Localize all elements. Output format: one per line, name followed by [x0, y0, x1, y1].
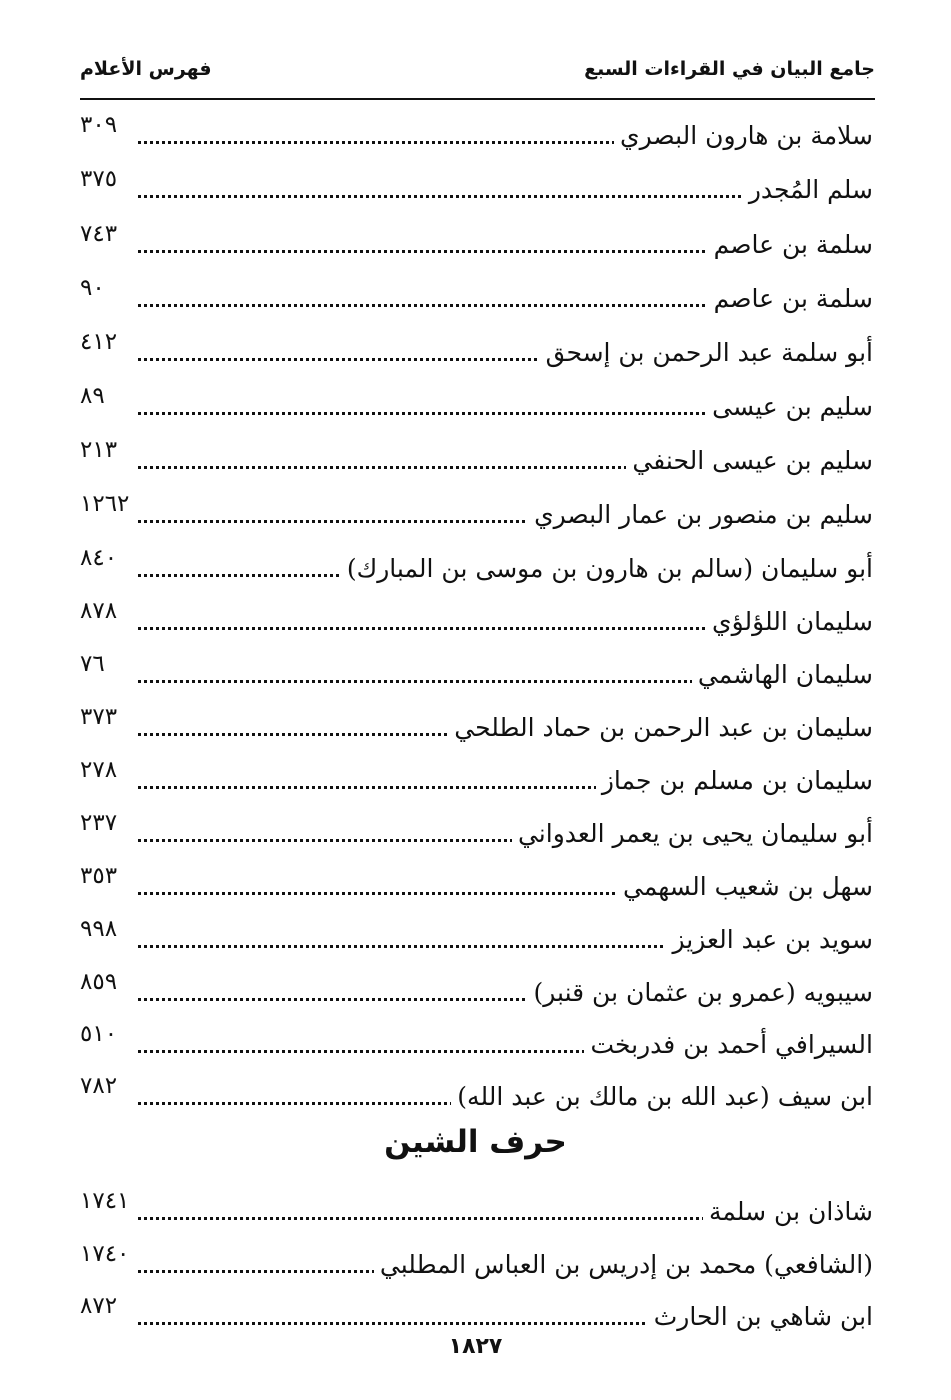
entry-page: ٧٨٢ — [80, 1073, 118, 1099]
entry-page: ٨٧٨ — [80, 598, 118, 624]
entry-page: ٨٧٢ — [80, 1293, 118, 1319]
index-entry — [80, 704, 873, 744]
entry-page: ٢٧٨ — [80, 757, 118, 783]
entry-page: ٧٦ — [80, 651, 105, 677]
index-entry — [80, 383, 873, 423]
entry-page: ٢١٣ — [80, 437, 118, 463]
entry-name: سويد بن عبد العزيز — [666, 924, 873, 956]
entry-page: ١٧٤١ — [80, 1188, 130, 1214]
entry-page: ٥١٠ — [80, 1021, 118, 1047]
entry-page: ٣٧٣ — [80, 704, 118, 730]
entry-name: أبو سليمان يحيى بن يعمر العدواني — [512, 818, 873, 850]
index-entry — [80, 969, 873, 1009]
entry-name: سليمان بن مسلم بن جماز — [596, 765, 873, 797]
entry-page: ١٧٤٠ — [80, 1241, 130, 1267]
index-entry — [80, 545, 873, 585]
entry-page: ٨٥٩ — [80, 969, 118, 995]
index-entry — [80, 810, 873, 850]
entry-name: أبو سلمة عبد الرحمن بن إسحق — [540, 337, 873, 369]
entry-name: سليمان بن عبد الرحمن بن حماد الطلحي — [448, 712, 873, 744]
index-entry — [80, 1188, 873, 1228]
section-title: فهرس الأعلام — [80, 58, 212, 80]
entry-name: (الشافعي) محمد بن إدريس بن العباس المطلبي — [374, 1249, 873, 1281]
index-entry — [80, 757, 873, 797]
entry-page: ٣٧٥ — [80, 166, 118, 192]
index-entry — [80, 491, 873, 531]
index-entry — [80, 275, 873, 315]
entry-name: سليم بن عيسى — [706, 391, 873, 423]
entry-page: ٧٤٣ — [80, 221, 118, 247]
book-title: جامع البيان في القراءات السبع — [584, 58, 875, 80]
entry-page: ٣٠٩ — [80, 112, 118, 138]
index-entry — [80, 598, 873, 638]
header-rule — [80, 98, 875, 100]
entry-page: ٤١٢ — [80, 329, 118, 355]
entry-name: سليمان الهاشمي — [692, 659, 873, 691]
entry-name: شاذان بن سلمة — [703, 1196, 873, 1228]
entry-name: سلامة بن هارون البصري — [614, 120, 873, 152]
entry-name: ابن سيف (عبد الله بن مالك بن عبد الله) — [451, 1081, 873, 1113]
index-entry — [80, 1073, 873, 1113]
index-entry — [80, 437, 873, 477]
entry-name: سليم بن منصور بن عمار البصري — [528, 499, 873, 531]
entry-name: سهل بن شعيب السهمي — [617, 871, 873, 903]
running-header — [80, 52, 875, 100]
entry-name: سليمان اللؤلؤي — [706, 606, 873, 638]
entry-page: ٨٩ — [80, 383, 105, 409]
entry-name: سلمة بن عاصم — [708, 229, 873, 261]
entry-page: ٩٠ — [80, 275, 105, 301]
entry-page: ١٢٦٢ — [80, 491, 130, 517]
entry-page: ٢٣٧ — [80, 810, 118, 836]
entry-page: ٨٤٠ — [80, 545, 118, 571]
entry-page: ٩٩٨ — [80, 916, 118, 942]
index-entry — [80, 1293, 873, 1333]
entry-name: ابن شاهي بن الحارث — [648, 1301, 873, 1333]
index-entry — [80, 651, 873, 691]
index-entry — [80, 221, 873, 261]
entry-name: السيرافي أحمد بن فدربخت — [584, 1029, 873, 1061]
page-number: ١٨٢٧ — [448, 1334, 503, 1359]
index-entry — [80, 916, 873, 956]
entry-name: سلم المُجدر — [743, 174, 873, 206]
entry-name: سلمة بن عاصم — [708, 283, 873, 315]
index-entry — [80, 166, 873, 206]
index-entry — [80, 1241, 873, 1281]
entry-name: أبو سليمان (سالم بن هارون بن موسى بن المبارك) — [341, 553, 873, 585]
entry-name: سيبويه (عمرو بن عثمان بن قنبر) — [528, 977, 874, 1009]
index-entry — [80, 863, 873, 903]
index-entry — [80, 1021, 873, 1061]
index-entry — [80, 112, 873, 152]
entry-name: سليم بن عيسى الحنفي — [626, 445, 873, 477]
index-entry — [80, 329, 873, 369]
entry-page: ٣٥٣ — [80, 863, 118, 889]
section-heading: حرف الشين — [384, 1124, 567, 1160]
